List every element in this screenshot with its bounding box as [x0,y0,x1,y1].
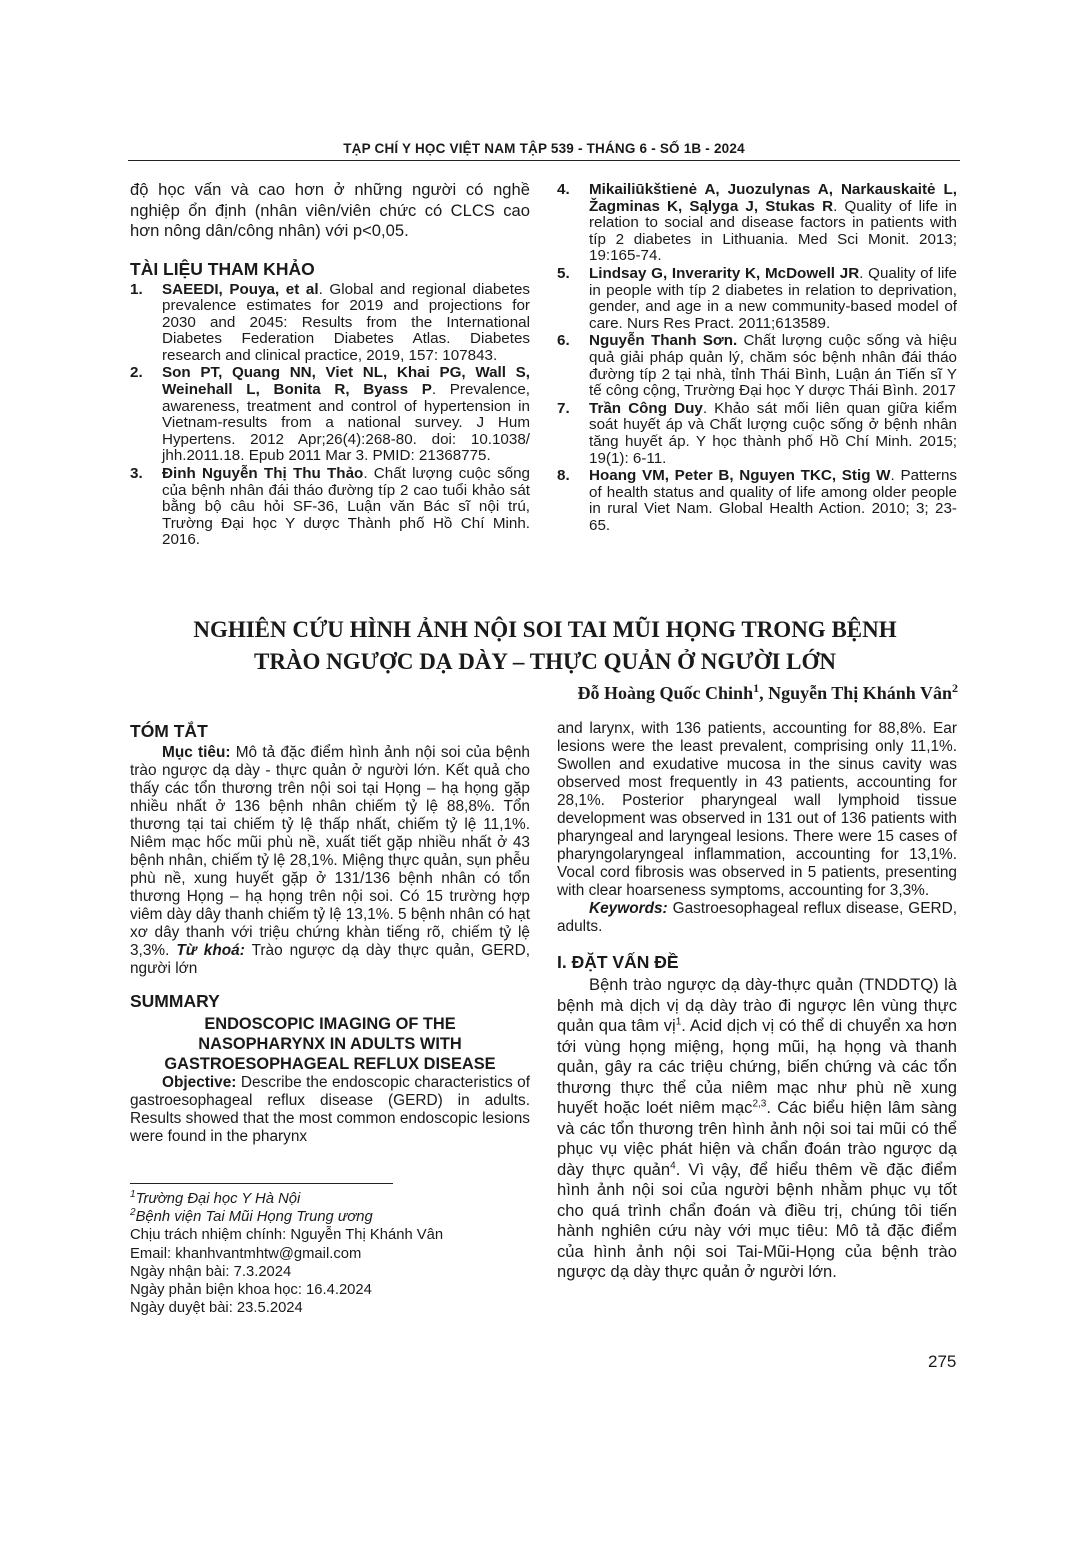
intro-heading: I. ĐẶT VẤN ĐỀ [557,952,679,972]
author-name: Đỗ Hoàng Quốc Chinh [577,683,754,703]
header-rule [128,160,960,161]
reference-text: . Khảo sát mối liên quan giữa kiểm soát huyết áp và Chất lượng cuộc sống ở bệnh nhân tăng huyết áp. Y học thành phố Hồ Chí Minh. 2015; 19(1): 6-11. [589,399,957,467]
footnotes [130,1190,530,1317]
author-affiliation-mark: 1 [753,681,760,695]
keywords-en [557,900,957,936]
journal-header: TẠP CHÍ Y HỌC VIỆT NAM TẬP 539 - THÁNG 6 - SỐ 1B - 2024 [343,141,745,156]
keywords-label: Từ khoá: [176,942,245,959]
reference-item [557,266,957,332]
reference-authors: Son PT, Quang NN, Viet NL, Khai PG, Wall S, Weinehall L, Bonita R, Byass P [162,364,530,399]
keywords-en-text: Gastroesophageal reflux disease, GERD, adults. [557,900,957,935]
page-number: 275 [928,1352,957,1371]
reference-number: 6. [557,332,570,350]
summary-paragraph [130,1074,530,1146]
abstract-left-column [130,720,530,1146]
references-list-right [557,182,957,534]
intro-text: Bệnh trào ngược dạ dày-thực quản (TNDDTQ) là bệnh mà dịch vị dạ dày trào đi ngược lên vùng thực quản qua tâm vị [557,975,957,1035]
affiliation-text: Trường Đại học Y Hà Nội [135,1191,301,1207]
reference-text: . Prevalence, awareness, treatment and control of hypertension in Vietnam-results from a national survey. J Hum Hypertens. 2012 Apr;26(4):268-80. doi: 10.1038/ jhh.2011.18. Epub 2011 Mar 3. PMID: 21368775. [162,381,530,465]
reference-number: 3. [130,465,143,483]
keywords-label-en: Keywords: [589,900,668,917]
author-separator: , [759,683,769,703]
reference-item [130,466,530,549]
intro-text: . Các biểu hiện lâm sàng và các tổn thương trên hình ảnh nội soi tai mũi có thể phục vụ việc phát hiện và chẩn đoán trào ngược dạ dày thực quản [557,1098,957,1179]
reference-number: 1. [130,280,143,298]
reference-item [557,333,957,399]
intro-text: . Acid dịch vị có thể di chuyển xa hơn tới vùng họng miệng, họng mũi, hạ họng và thanh quản, gây ra các triệu chứng, biến chứng và các tổn thương thực thể của niêm mạc như phù nề xung huyết hoặc loét niêm mạc [557,1016,958,1117]
abstract-vi-body: Mô tả đặc điểm hình ảnh nội soi của bệnh trào ngược dạ dày - thực quản ở người lớn. Kết quả cho thấy các tổn thương trên nội soi tại Họng – hạ họng gặp nhiều nhất ở 136 bệnh nhân chiếm tỷ lệ 88,8%. Tổn thương tại tai chiếm tỷ lệ thấp nhất, chiếm tỷ lệ 11,1%. Niêm mạc hốc mũi phù nề, xuất tiết gặp nhiều nhất ở 43 bệnh nhân, chiếm tỷ lệ 28,1%. Miệng thực quản, sụn phễu phù nề, xung huyết gặp ở 131/136 bệnh nhân có tổn thương Họng – hạ họng trên nội soi. Có 15 trường hợp viêm dày dây thanh chiếm tỷ lệ 13,1%. 5 bệnh nhân có hạt xơ dây thanh với triệu chứng khàn tiếng rõ, chiếm tỷ lệ 3,3%. [130,744,530,959]
received-date: Ngày nhận bài: 7.3.2024 [130,1263,292,1280]
author-name: Nguyễn Thị Khánh Vân [768,683,952,703]
affiliation-mark: 1 [130,1189,136,1201]
reference-text: . Patterns of health status and quality of life among older people in rural Viet Nam. Global Health Action. 2010; 3; 23-65. [589,467,958,534]
keywords-vi: Trào ngược dạ dày thực quản, GERD, người lớn [130,942,530,977]
summary-title-line: NASOPHARYNX IN ADULTS WITH [198,1035,462,1053]
summary-title-line: GASTROESOPHAGEAL REFLUX DISEASE [164,1055,496,1073]
summary-body: Describe the endoscopic characteristics of gastroesophageal reflux disease (GERD) in adults. Results showed that the most common endoscopic lesions were found in the pharynx [130,1074,530,1145]
reference-item [557,468,957,534]
reference-authors: Lindsay G, Inverarity K, McDowell JR [589,264,860,282]
reference-text: . Quality of life in people with típ 2 diabetes in relation to deprivation, gender, and age in a new community-based model of care. Nurs Res Pract. 2011;613589. [589,264,957,332]
accepted-date: Ngày duyệt bài: 23.5.2024 [130,1300,303,1317]
article-title-line: TRÀO NGƯỢC DẠ DÀY – THỰC QUẢN Ở NGƯỜI LỚN [253,649,837,674]
email: Email: khanhvantmhtw@gmail.com [130,1245,362,1262]
reference-text: . Global and regional diabetes prevalence estimates for 2019 and projections for 2030 and 2045: Results from the International Diabetes Federation Diabetes Atlas. Diabetes research and clinical practice, 2019, 157: 107843. [162,280,530,364]
abstract-heading: TÓM TẮT [130,721,208,741]
affiliation-mark: 2 [130,1207,136,1219]
top-right-column [557,182,957,535]
reference-number: 5. [557,264,570,282]
reference-number: 4. [557,181,570,198]
affiliation-2 [130,1208,530,1226]
summary-title [130,1014,530,1074]
continued-paragraph: độ học vấn và cao hơn ở những người có nghề nghiệp ổn định (nhân viên/viên chức có CLCS cao hơn nông dân/công nhân) với p<0,05. [130,180,530,240]
affiliation-text: Bệnh viện Tai Mũi Họng Trung ương [135,1209,373,1226]
author-affiliation-mark: 2 [952,681,958,695]
abstract-right-column [557,720,957,1283]
article-authors [578,683,958,704]
review-date: Ngày phản biện khoa học: 16.4.2024 [130,1282,372,1299]
objective-label: Mục tiêu: [162,744,231,761]
article-title-line: NGHIÊN CỨU HÌNH ẢNH NỘI SOI TAI MŨI HỌNG TRONG BỆNH [193,617,897,642]
corresponding-author: Chịu trách nhiệm chính: Nguyễn Thị Khánh Vân [130,1227,444,1244]
reference-authors: Trần Công Duy [589,399,703,417]
reference-authors: Nguyễn Thanh Sơn. [589,332,738,350]
top-left-column [130,180,530,550]
reference-authors: SAEEDI, Pouya, et al [162,280,319,298]
reference-authors: Đinh Nguyễn Thị Thu Thảo [162,465,364,483]
objective-label-en: Objective: [162,1074,237,1091]
summary-title-line: ENDOSCOPIC IMAGING OF THE [204,1015,456,1033]
references-list-left [130,282,530,550]
reference-text: . Quality of life in relation to social and disease factors in patients with típ 2 diabetes in Lithuania. Med Sci Monit. 2013; 19:165-74. [589,197,957,265]
reference-number: 7. [557,399,570,417]
reference-number: 8. [557,467,570,485]
abstract-vi-paragraph [130,744,530,978]
intro-paragraph [557,975,957,1283]
affiliation-1 [130,1190,530,1208]
reference-number: 2. [130,364,143,382]
reference-text: Chất lượng cuộc sống và hiệu quả giải pháp quản lý, chăm sóc bệnh nhân đái tháo đường típ 2 tại nhà, tỉnh Thái Bình, Luận án Tiến sĩ Y tế công cộng, Trường Đại học Y dược Thái Bình. 2017 [589,332,957,400]
reference-text: . Chất lượng cuộc sống của bệnh nhân đái tháo đường típ 2 cao tuổi khảo sát bằng bộ câu hỏi SF-36, Luận văn Bác sĩ nội trú, Trường Đại học Y dược Thành phố Hồ Chí Minh. 2016. [162,465,531,549]
reference-item [557,401,957,467]
references-heading: TÀI LIỆU THAM KHẢO [130,258,315,279]
reference-item [130,282,530,365]
article-title [150,614,940,678]
citation-mark: 1 [675,1016,682,1028]
summary-continued: and larynx, with 136 patients, accounting for 88,8%. Ear lesions were the least prevalent, comprising only 11,1%. Swollen and exudative mucosa in the sinus cavity was observed most frequently in 43 patients, accounting for 28,1%. Posterior pharyngeal wall lymphoid tissue development was observed in 131 out of 136 patients with pharyngeal and laryngeal lesions. There were 15 cases of pharyngolaryngeal inflammation, accounting for 13,1%. Vocal cord fibrosis was observed in 5 patients, presenting with clear hoarseness symptoms, accounting for 3,3%. [557,720,957,899]
intro-text: . Vì vậy, để hiểu thêm về đặc điểm hình ảnh nội soi của người bệnh nhằm phục vụ tốt cho quá trình chẩn đoán và điều trị, chúng tôi tiến hành nghiên cứu này với mục tiêu: Mô tả đặc điểm của hình ảnh nội soi Tai-Mũi-Họng của bệnh trào ngược dạ dày thực quản ở người lớn. [557,1159,957,1281]
reference-item [130,365,530,465]
summary-heading: SUMMARY [130,991,220,1011]
citation-mark: 4 [670,1159,676,1171]
citation-mark: 2,3 [752,1098,767,1110]
reference-authors: Hoang VM, Peter B, Nguyen TKC, Stig W [589,467,891,485]
footnote-rule [130,1183,393,1184]
reference-item [557,182,957,265]
reference-authors: Mikailiūkštienė A, Juozulynas A, Narkauskaitė L, Žagminas K, Sąlyga J, Stukas R [589,181,957,215]
